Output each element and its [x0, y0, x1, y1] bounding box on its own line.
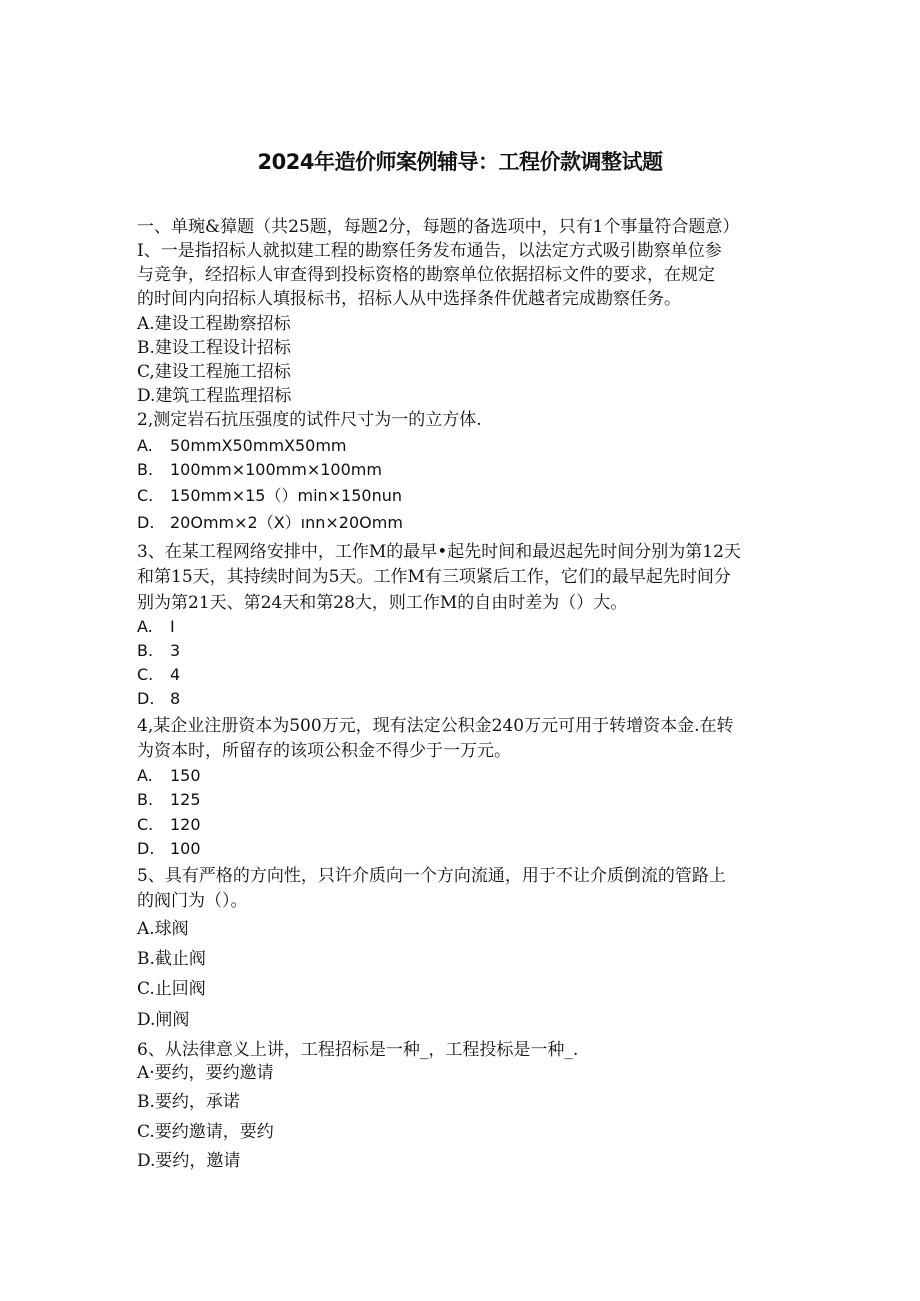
question-4-option-b-value: 125	[170, 790, 201, 809]
question-4-line-1: 4,某企业注册资本为500万元，现有法定公积金240万元可用于转增资本金.在转	[137, 716, 734, 736]
question-1-line-1: I、一是指招标人就拟建工程的勘察任务发布通告，以法定方式吸引勘察单位参	[137, 241, 722, 261]
question-3-option-c-label: C.	[137, 665, 154, 684]
question-1-line-3: 的时间内向招标人填报标书，招标人从中选择条件优越者完成勘察任务。	[137, 289, 681, 309]
question-1-option-c: C,建设工程施工招标	[137, 362, 291, 382]
question-6-option-c: C.要约邀请，要约	[137, 1122, 274, 1142]
question-3-option-b-label: B.	[137, 641, 154, 660]
question-3-option-c-value: 4	[170, 665, 181, 684]
section-header: 一、单琬&獐题（共25题，每题2分，每题的备选项中，只有1个事量符合题意）	[137, 217, 740, 237]
question-6-line-1: 6、从法律意义上讲，工程招标是一种_，工程投标是一种_.	[137, 1040, 579, 1060]
question-2-option-d-value: 20Omm×2（X）ınn×20Omm	[170, 513, 403, 532]
question-4-option-d-value: 100	[170, 839, 201, 858]
question-2-option-b-value: 100mm×100mm×100mm	[170, 460, 382, 479]
question-4-option-b-label: B.	[137, 790, 154, 809]
question-3-option-d-label: D.	[137, 689, 155, 708]
question-3-option-d-value: 8	[170, 689, 181, 708]
question-1-option-a: A.建设工程勘察招标	[137, 314, 291, 334]
question-6-option-b: B.要约，承诺	[137, 1092, 240, 1112]
question-2-option-d-label: D.	[137, 513, 155, 532]
question-6-option-d: D.要约，邀请	[137, 1151, 241, 1171]
question-5-option-b: B.截止阀	[137, 949, 206, 969]
question-3-line-2: 和第15天，其持续时间为5天。工作M有三项紧后工作，它们的最早起先时间分	[137, 567, 731, 587]
question-5-line-1: 5、具有严格的方向性，只许介质向一个方向流通，用于不让介质倒流的管路上	[137, 866, 726, 886]
question-2-option-a-value: 50mmX50mmX50mm	[170, 436, 347, 455]
question-1-line-2: 与竞争，经招标人审查得到投标资格的勘察单位依据招标文件的要求，在规定	[137, 265, 715, 285]
question-4-option-c-label: C.	[137, 815, 154, 834]
question-5-option-a: A.球阀	[137, 919, 189, 939]
question-1-option-b: B.建设工程设计招标	[137, 338, 291, 358]
question-3-option-b-value: 3	[170, 641, 181, 660]
question-3-option-a-label: A.	[137, 617, 153, 636]
question-4-option-a-label: A.	[137, 766, 153, 785]
question-5-option-d: D.闸阀	[137, 1010, 190, 1030]
question-6-option-a: A·要约，要约邀请	[137, 1063, 274, 1083]
question-2-option-a-label: A.	[137, 436, 153, 455]
question-2-option-c-label: C.	[137, 486, 154, 505]
question-2-option-b-label: B.	[137, 460, 154, 479]
question-4-line-2: 为资本时，所留存的该项公积金不得少于一万元。	[137, 741, 511, 761]
question-3-option-a-value: I	[170, 617, 175, 636]
question-1-option-d: D.建筑工程监理招标	[137, 386, 292, 406]
question-3-line-1: 3、在某工程网络安排中，工作M的最早•起先时间和最迟起先时间分别为第12天	[137, 542, 741, 562]
question-4-option-c-value: 120	[170, 815, 201, 834]
question-4-option-d-label: D.	[137, 839, 155, 858]
question-5-line-2: 的阀门为（）。	[137, 891, 248, 911]
page-title: 2024年造价师案例辅导：工程价款调整试题	[257, 150, 663, 174]
question-2-option-c-value: 150mm×15（）min×150nun	[170, 486, 403, 505]
question-4-option-a-value: 150	[170, 766, 201, 785]
question-3-line-3: 别为第21天、第24天和第28大，则工作M的自由时差为（）大。	[137, 593, 628, 613]
question-2-line-1: 2,测定岩石抗压强度的试件尺寸为一的立方体.	[137, 410, 482, 430]
question-5-option-c: C.止回阀	[137, 979, 206, 999]
